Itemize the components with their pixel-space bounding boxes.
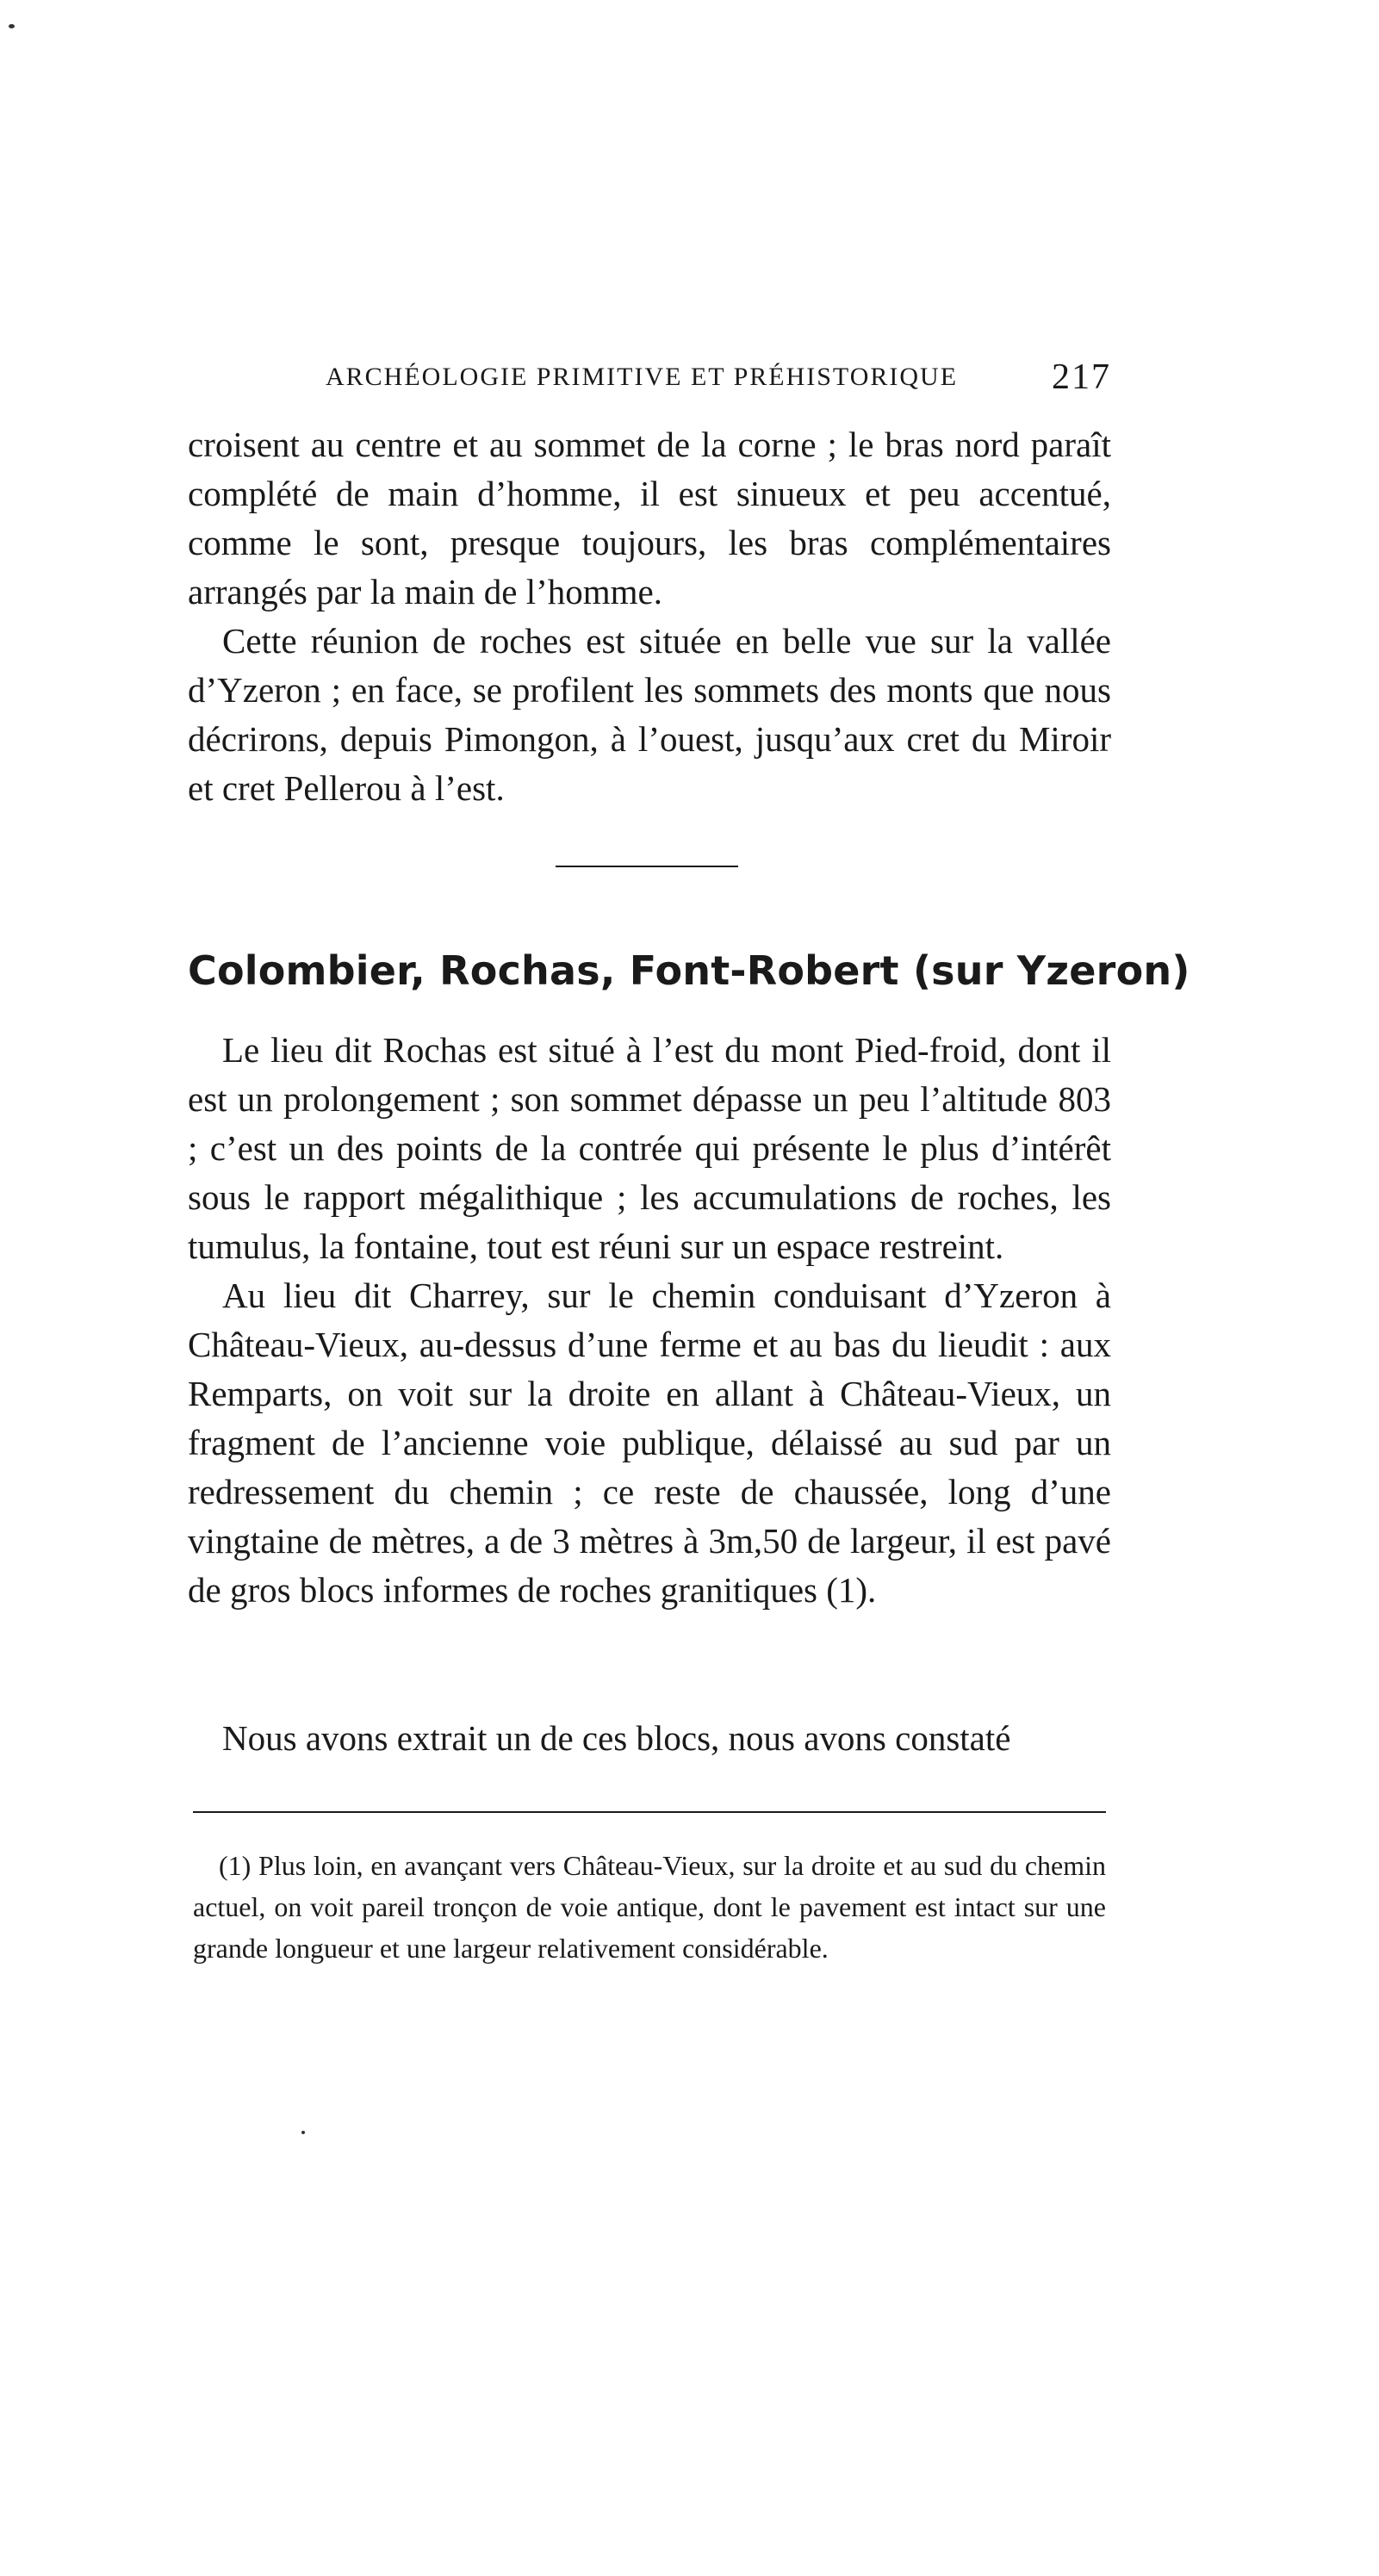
footnote-rule xyxy=(193,1811,1106,1813)
page-number: 217 xyxy=(1052,357,1111,397)
section-body xyxy=(188,1026,1111,1615)
running-title: ARCHÉOLOGIE PRIMITIVE ET PRÉHISTORIQUE xyxy=(326,363,959,391)
section-body-continued xyxy=(188,1714,1111,1763)
continued-text xyxy=(188,420,1111,813)
paragraph: Le lieu dit Rochas est situé à l’est du mont Pied-froid, dont il est un prolongement ; son sommet dépasse un peu l’altitude 803 ; c’est un des points de la contrée qui présente le plus d’intérêt sous le rapport mégalithique ; les accumulations de roches, les tumulus, la fontaine, tout est réuni sur un espace restreint. xyxy=(188,1030,1111,1266)
paragraph: Cette réunion de roches est située en belle vue sur la vallée d’Yzeron ; en face, se profilent les sommets des monts que nous décrirons, depuis Pimongon, à l’ouest, jusqu’aux cret du Miroir et cret Pellerou à l’est. xyxy=(188,621,1111,808)
paragraph: croisent au centre et au sommet de la corne ; le bras nord paraît complété de main d’homme, il est sinueux et peu accentué, comme le sont, presque toujours, les bras complémentaires arrangés par la main de l’homme. xyxy=(188,425,1111,611)
paragraph: Nous avons extrait un de ces blocs, nous avons constaté xyxy=(222,1718,1011,1758)
section-separator-rule xyxy=(556,866,738,867)
running-head xyxy=(188,351,1111,403)
ink-speck xyxy=(9,24,15,28)
section-heading: Colombier, Rochas, Font-Robert (sur Yzeron) xyxy=(188,947,1190,994)
footnote: (1) Plus loin, en avançant vers Château-Vieux, sur la droite et au sud du chemin actuel, on voit pareil tronçon de voie antique, dont le pavement est intact sur une grande longueur et une largeur relativement considérable. xyxy=(193,1850,1106,1964)
paragraph: Au lieu dit Charrey, sur le chemin conduisant d’Yzeron à Château-Vieux, au-dessus d’une ferme et au bas du lieudit : aux Remparts, on voit sur la droite en allant à Château-Vieux, un fragment de l’ancienne voie publique, délaissé au sud par un redressement du chemin ; ce reste de chaussée, long d’une vingtaine de mètres, a de 3 mètres à 3m,50 de largeur, il est pavé de gros blocs informes de roches granitiques (1). xyxy=(188,1276,1111,1610)
ink-speck xyxy=(301,2131,305,2134)
